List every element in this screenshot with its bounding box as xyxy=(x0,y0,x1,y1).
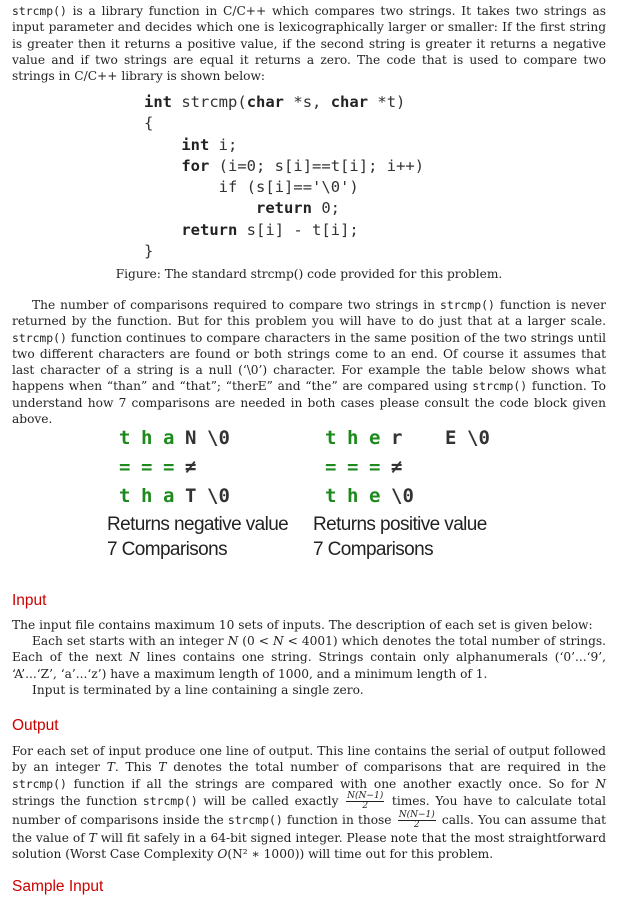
output-paragraph xyxy=(12,743,606,862)
text: For each set of input produce one line of output. This line contains the serial of output followed by an integer xyxy=(12,744,606,775)
math: N xyxy=(227,634,239,648)
math: T xyxy=(88,830,97,845)
left-count: 7 Comparisons xyxy=(107,539,227,560)
text: calls. You can assume that the value of xyxy=(12,812,606,845)
input-p2 xyxy=(12,633,606,682)
output-heading: Output xyxy=(12,717,59,734)
char-cell: N xyxy=(185,427,197,449)
text: (0 < xyxy=(238,634,273,648)
math: T xyxy=(158,760,167,775)
compare-op: = xyxy=(163,456,175,478)
fraction xyxy=(346,792,384,811)
code-block xyxy=(144,92,564,262)
code-line: int strcmp(char *s, char *t) xyxy=(144,93,406,111)
char-cell: h xyxy=(141,485,153,507)
denominator: 2 xyxy=(362,800,369,811)
math: T xyxy=(106,760,115,775)
text: < 4001) which denotes the total number of strings. Each of the next xyxy=(12,634,607,665)
text: function. To understand how 7 comparisons are needed in both cases please consult the code block given above. xyxy=(12,379,606,427)
char-cell: a xyxy=(163,427,175,449)
text: function in those xyxy=(282,812,396,827)
char-cell: h xyxy=(141,427,153,449)
text: (N² ∗ 1000)) will time out for this problem. xyxy=(227,847,494,862)
input-p3: Input is terminated by a line containing a single zero. xyxy=(32,683,364,697)
char-cell: \0 xyxy=(207,485,230,507)
math: N xyxy=(273,634,284,648)
figure-caption: Figure: The standard strcmp() code provided for this problem. xyxy=(115,267,503,281)
text: function continues to compare characters in the same position of the two strings until two different characters are found or both strings come to an end. Of course it assumes that last character of a string is a null (‘\0’) character. For example the table below shows what happens when “than” and “that”; “therE” and “the” are compared using xyxy=(12,330,606,394)
comparison-diagram xyxy=(107,427,527,572)
math: N xyxy=(595,776,606,791)
text: . This xyxy=(114,760,159,775)
text: times. You have to calculate total number of comparisons inside the xyxy=(12,793,606,827)
code-line: if (s[i]=='\0') xyxy=(218,178,359,197)
compare-op: = xyxy=(141,456,153,478)
compare-op: = xyxy=(347,456,359,478)
inline-code: strcmp() xyxy=(12,330,67,345)
input-heading: Input xyxy=(12,592,47,609)
text: The number of comparisons required to compare two strings in xyxy=(32,298,440,312)
numerator: N(N−1) xyxy=(347,790,384,801)
inline-code: strcmp() xyxy=(227,812,283,827)
code-line: { xyxy=(144,114,154,133)
inline-code: strcmp() xyxy=(472,379,528,394)
compare-op: ≠ xyxy=(391,456,403,478)
char-cell: a xyxy=(163,485,175,507)
right-result: Returns positive value xyxy=(313,514,487,535)
char-cell: E xyxy=(445,427,457,449)
text: strings the function xyxy=(12,793,143,808)
char-cell: T xyxy=(185,485,197,507)
math: N xyxy=(129,650,140,665)
code-line: int i; xyxy=(181,135,238,154)
text: will fit safely in a 64-bit signed integer. Please note that the most straightforward solution (Worst Case Complexity xyxy=(12,830,607,862)
intro-text: is a library function in C/C++ which compares two strings. It takes two strings as input parameter and decides which one is lexicographically larger or smaller: If the first string is greater then it returns a positive value, if the second string is greater it returns a negative value and if two strings are equal it returns a zero. The code that is used to compare two strings in C/C++ library is shown below: xyxy=(12,4,606,84)
text: function is never returned by the function. But for this problem you will have to do just that at a larger scale. xyxy=(12,298,606,329)
sample-input-heading: Sample Input xyxy=(12,878,104,895)
right-count: 7 Comparisons xyxy=(313,539,433,560)
char-cell: r xyxy=(391,427,403,449)
left-result: Returns negative value xyxy=(107,514,289,535)
text: denotes the total number of comparisons that are required in the xyxy=(166,760,607,775)
code-line: for (i=0; s[i]==t[i]; i++) xyxy=(181,156,425,175)
char-cell: t xyxy=(325,485,337,507)
input-p1: The input file contains maximum 10 sets of inputs. The description of each set is given below: xyxy=(12,618,593,632)
inline-code: strcmp() xyxy=(439,298,495,312)
denominator: 2 xyxy=(413,819,420,830)
inline-code: strcmp() xyxy=(12,4,67,18)
char-cell: h xyxy=(347,485,359,507)
char-cell: t xyxy=(119,427,131,449)
comparison-paragraph xyxy=(12,297,606,427)
char-cell: \0 xyxy=(467,427,490,449)
code-line: return s[i] - t[i]; xyxy=(181,220,359,239)
code-line: } xyxy=(144,242,154,261)
char-cell: e xyxy=(369,485,381,507)
inline-code: strcmp() xyxy=(12,776,67,791)
code-line: return 0; xyxy=(255,199,340,218)
text: function if all the strings are compared with one another exactly once. So for xyxy=(66,776,596,791)
char-cell: t xyxy=(325,427,337,449)
char-cell: h xyxy=(347,427,359,449)
compare-op: = xyxy=(119,456,131,478)
char-cell: \0 xyxy=(391,485,414,507)
compare-op: = xyxy=(369,456,381,478)
math: O xyxy=(217,847,228,862)
char-cell: \0 xyxy=(207,427,230,449)
text: Each set starts with an integer xyxy=(32,634,228,648)
fraction xyxy=(398,811,436,830)
numerator: N(N−1) xyxy=(398,809,435,820)
char-cell: e xyxy=(369,427,381,449)
intro-paragraph xyxy=(12,3,606,84)
text: lines contains one string. Strings contain only alphanumerals (‘0’...‘9’, ‘A’...‘Z’, ‘a’...‘z’) have a maximum length of 1000, and a minimum length of 1. xyxy=(12,650,606,681)
text: will be called exactly xyxy=(197,793,345,808)
char-cell: t xyxy=(119,485,131,507)
compare-op: = xyxy=(325,456,337,478)
inline-code: strcmp() xyxy=(142,793,198,808)
compare-op: ≠ xyxy=(185,456,197,478)
